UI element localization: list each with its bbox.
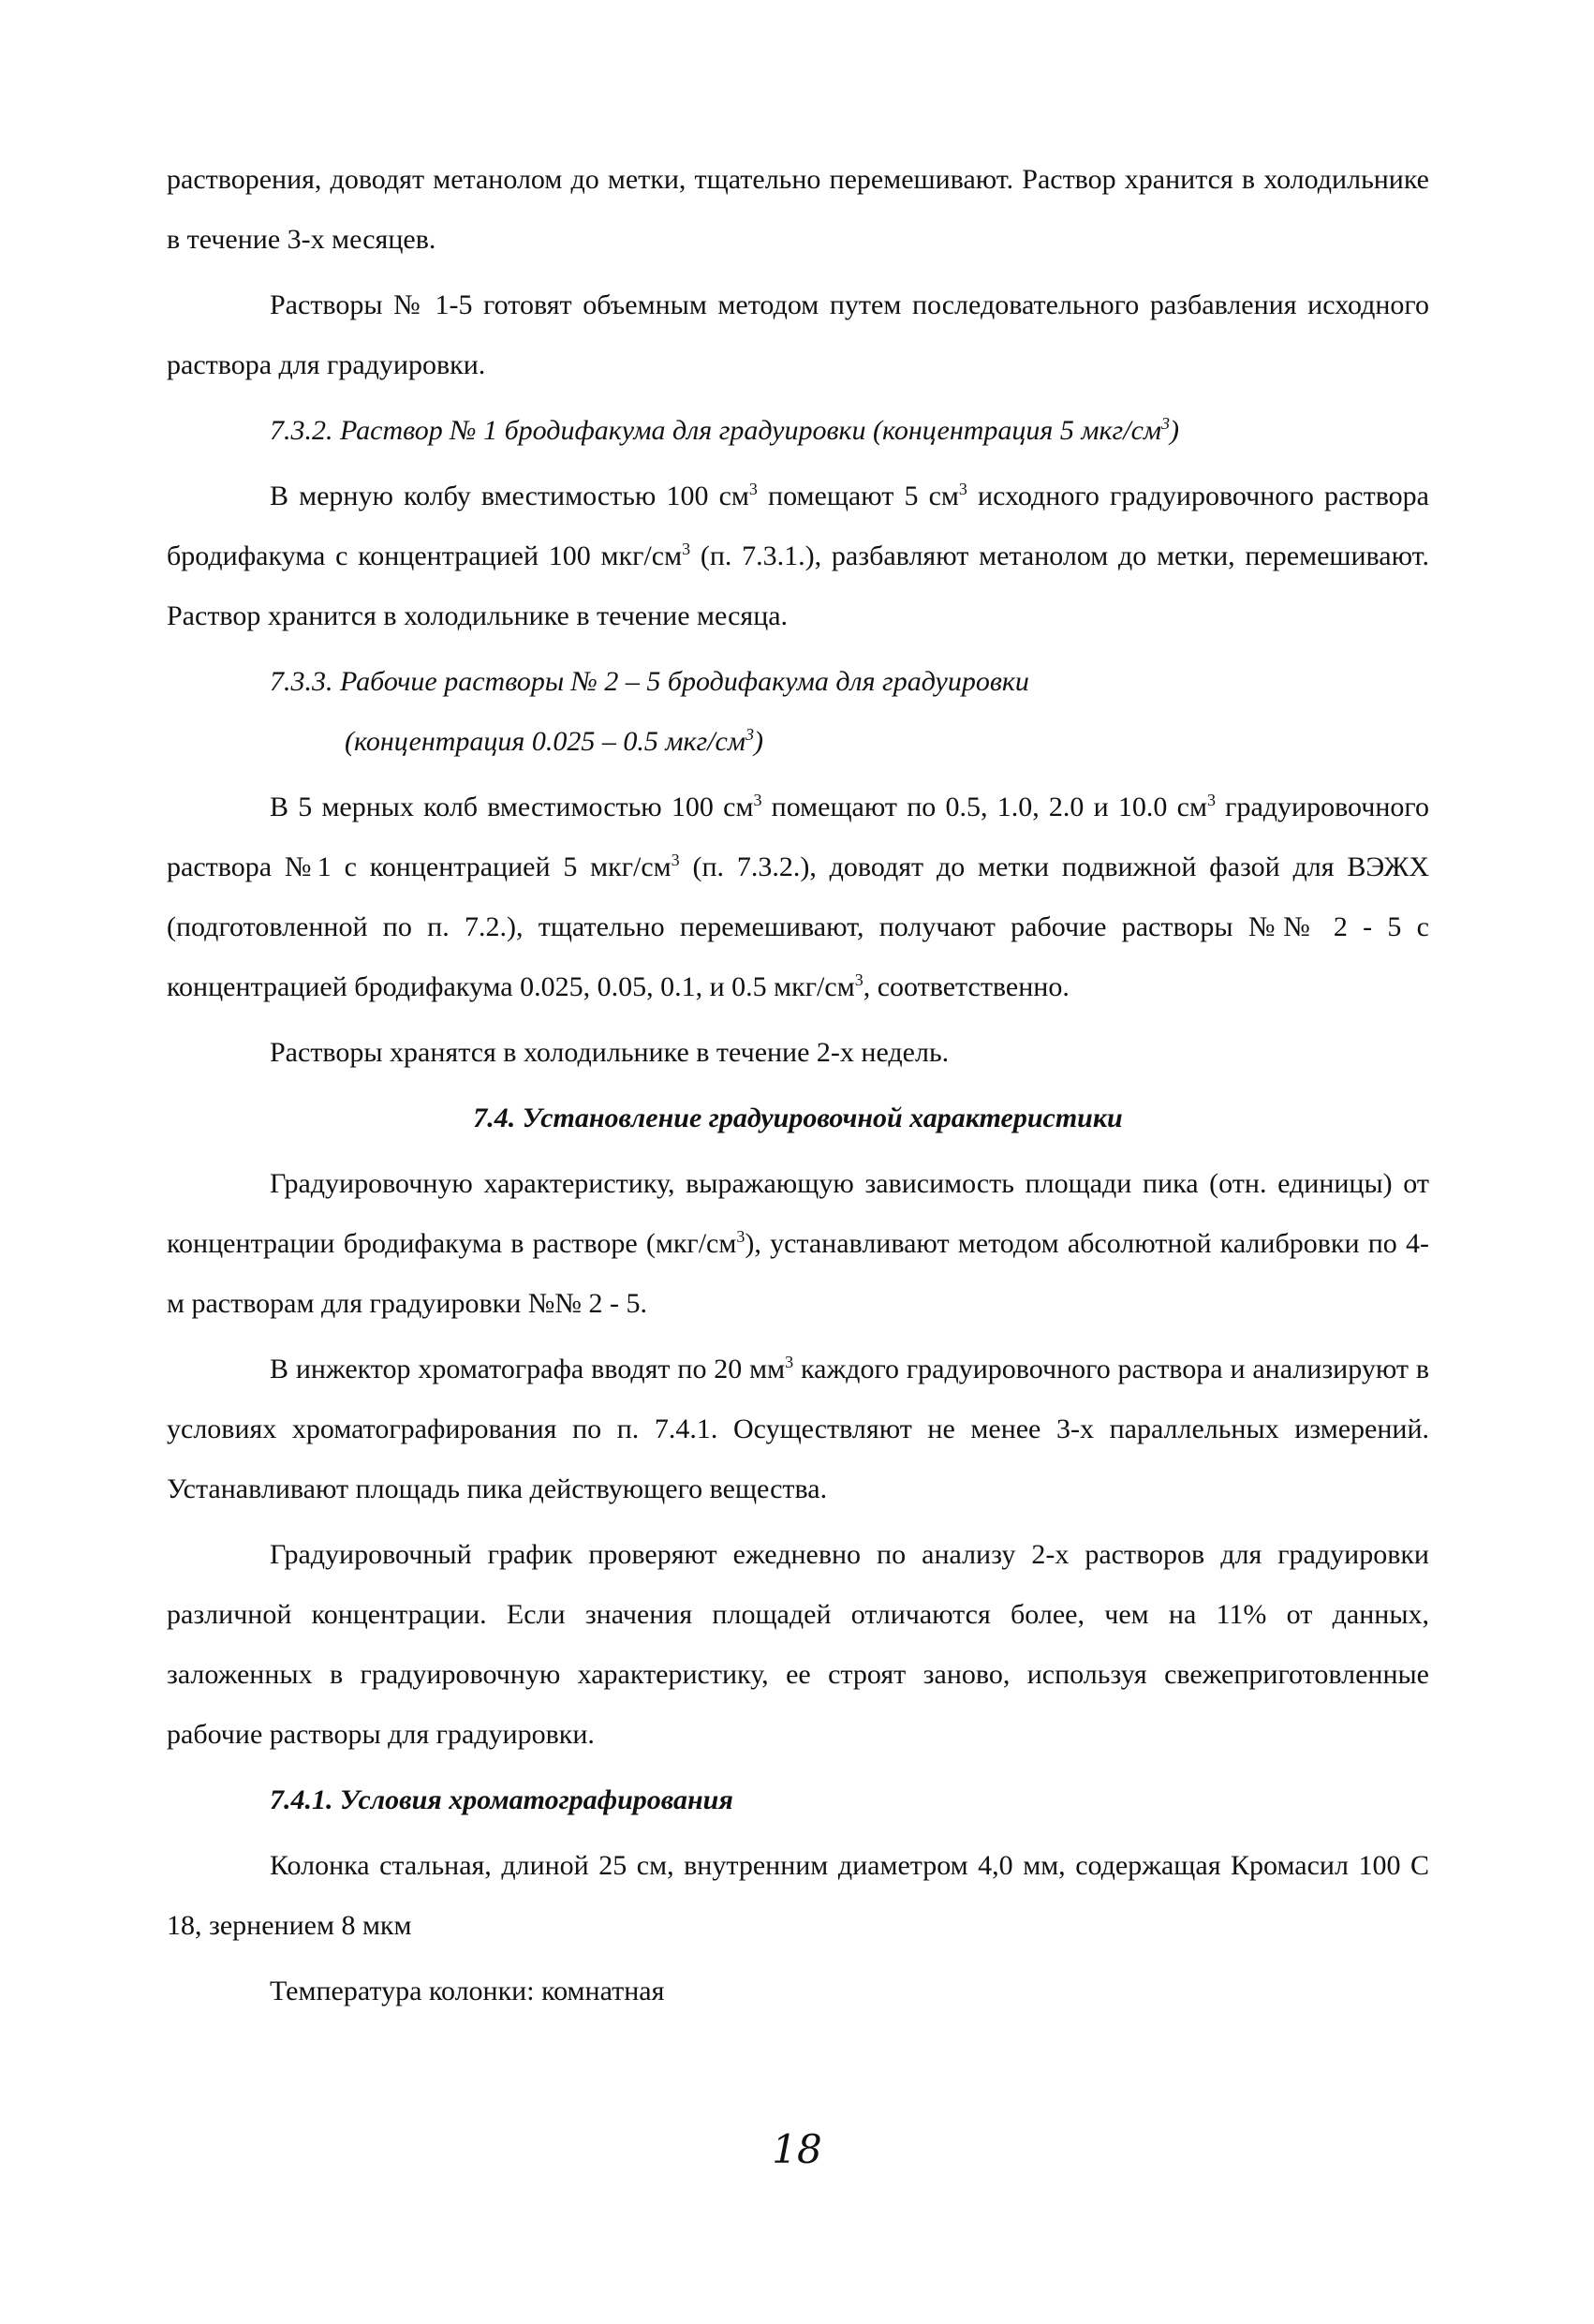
- document-page: [167, 150, 1429, 2229]
- heading-7-3-3-concentration: (концентрация 0.025 – 0.5 мкг/$см^3$): [345, 725, 763, 757]
- paragraph-storage: Растворы хранятся в холодильнике в течение 2-х недель.: [270, 1037, 950, 1068]
- heading-7-3-2: 7.3.2. Раствор № 1 бродифакума для градуировки (концентрация 5 мкг/$см^3$): [270, 414, 1180, 446]
- heading-7-4: 7.4. Установление градуировочной характеристики: [473, 1103, 1123, 1133]
- heading-7-4-1: 7.4.1. Условия хроматографирования: [270, 1784, 733, 1815]
- heading-7-3-3: 7.3.3. Рабочие растворы № 2 – 5 бродифакума для градуировки: [270, 666, 1029, 697]
- paragraph-column: Колонка стальная, длиной 25 см, внутренним диаметром 4,0 мм, содержащая Кромасил 100 С 18, зернением 8 мкм: [167, 1850, 1429, 1941]
- paragraph-solution-1: В мерную колбу вместимостью 100 $см^3$ помещают 5 $см^3$ исходного градуировочного раствора бродифакума с концентрацией 100 мкг/$см^3$ (п. 7.3.1.), разбавляют метанолом до метки, перемешивают. Раствор хранится в холодильнике в течение месяца.: [167, 480, 1429, 631]
- paragraph-solutions-1-5: Растворы № 1-5 готовят объемным методом путем последовательного разбавления исходного раствора для градуировки.: [167, 289, 1429, 380]
- paragraph-calibration-characteristic: Градуировочную характеристику, выражающую зависимость площади пика (отн. единицы) от концентрации бродифакума в растворе $(мкг/см^3)$, устанавливают методом абсолютной калибровки по 4-м растворам для градуировки №№ 2 - 5.: [167, 1168, 1429, 1319]
- paragraph-column-temperature: Температура колонки: комнатная: [270, 1976, 665, 2006]
- page-number: 18: [772, 2126, 822, 2172]
- paragraph-calibration-check: Градуировочный график проверяют ежедневно по анализу 2-х растворов для градуировки различной концентрации. Если значения площадей отличаются более, чем на 11% от данных, заложенных в градуировочную характеристику, ее строят заново, используя свежеприготовленные рабочие растворы для градуировки.: [167, 1539, 1429, 1750]
- paragraph-dissolution: растворения, доводят метанолом до метки, тщательно перемешивают. Раствор хранится в холодильнике в течение 3-х месяцев.: [167, 164, 1429, 255]
- paragraph-injection: В инжектор хроматографа вводят по 20 $мм^3$ каждого градуировочного раствора и анализируют в условиях хроматографирования по п. 7.4.1. Осуществляют не менее 3-х параллельных измерений. Устанавливают площадь пика действующего вещества.: [167, 1353, 1429, 1504]
- paragraph-working-solutions: В 5 мерных колб вместимостью 100 $см^3$ помещают по 0.5, 1.0, 2.0 и 10.0 $см^3$ градуировочного раствора №1 с концентрацией 5 мкг/$см^3$ (п. 7.3.2.), доводят до метки подвижной фазой для ВЭЖХ (подготовленной по п. 7.2.), тщательно перемешивают, получают рабочие растворы №№ 2 - 5 с концентрацией бродифакума 0.025, 0.05, 0.1, и 0.5 мкг/$см^3$, соответственно.: [167, 791, 1429, 1002]
